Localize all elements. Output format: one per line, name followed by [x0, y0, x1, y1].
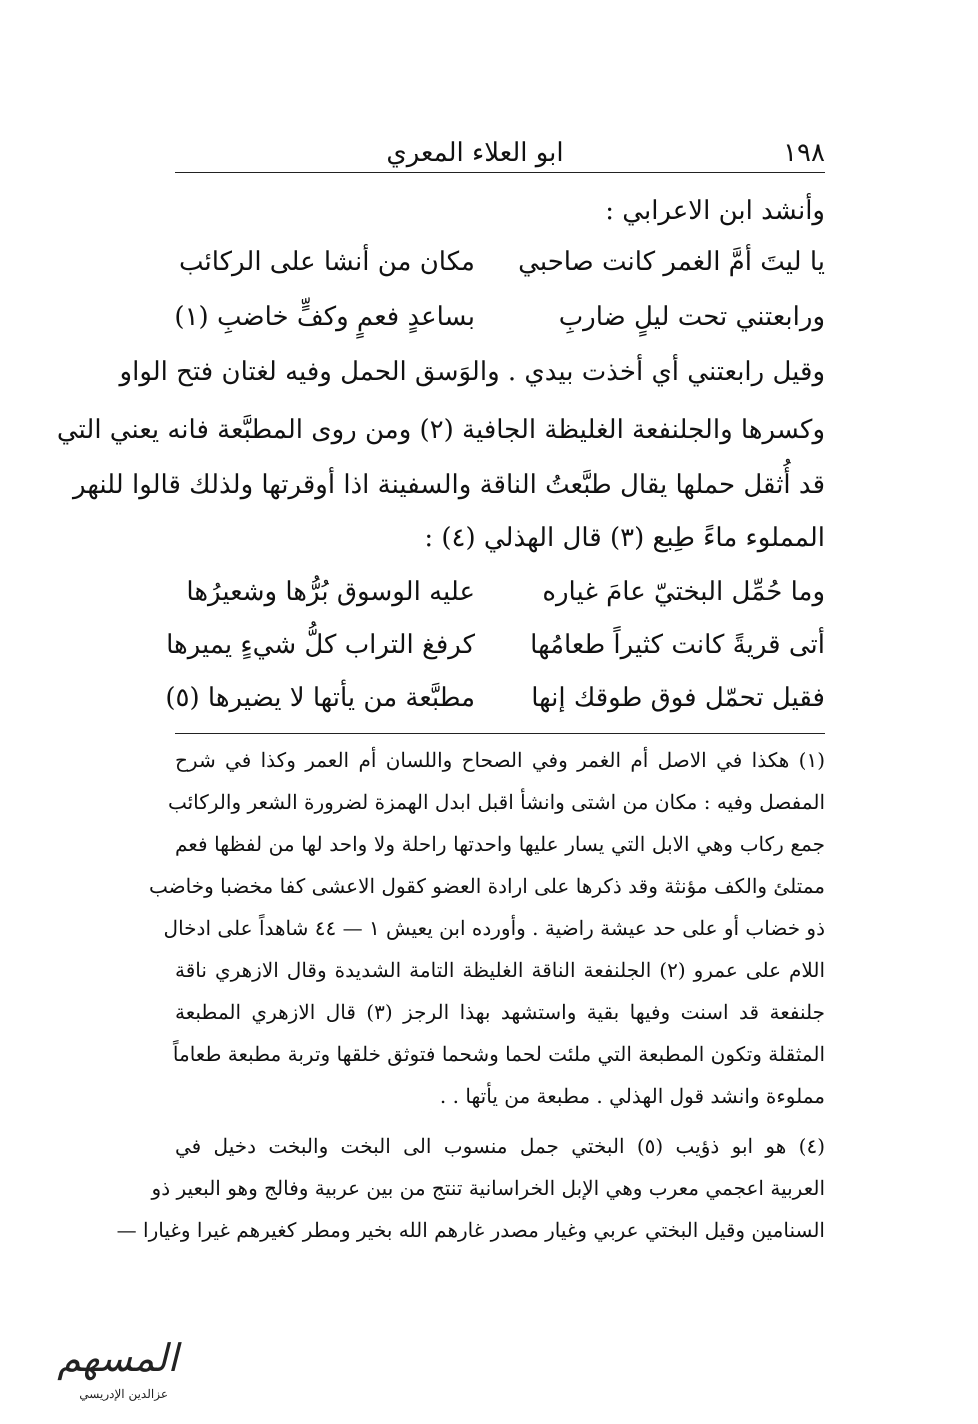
footnote-line: مملوءة وانشد قول الهذلي . مطبعة من يأتها . . — [439, 1084, 825, 1108]
page-number: ١٩٨ — [783, 138, 825, 168]
verse-1-first-hemistich: يا ليتَ أمَّ الغمر كانت صاحبي — [518, 247, 825, 277]
prose-line: المملوء ماءً طِبع (٣) قال الهذلي (٤) : — [424, 523, 825, 553]
footnote-line: العربية اعجمي معرب وهي الإبل الخراسانية تنتج من بين عربية وفالج وهو البعير ذو — [151, 1176, 825, 1200]
running-title: ابو العلاء المعري — [386, 138, 564, 168]
verse-5 — [165, 678, 825, 718]
prose-line: قد أُثقل حملها يقال طبَّعتُ الناقة والسفينة اذا أوقرتها ولذلك قالوا للنهر — [73, 470, 825, 500]
footnote-line: السنامين وقيل البختي عربي وغيار مصدر غارهم الله بخير ومطر كغيرهم غيرا وغيارا — — [116, 1218, 825, 1242]
footnote-line: جلنفعة قد اسنت وفيها بقية واستشهد بهذا الرجز (٣) قال الازهري المطبعة — [175, 1000, 825, 1024]
verse-5-second-hemistich: مطبَّعة من يأتها لا يضيرها (٥) — [165, 683, 475, 713]
footnote-line: (١) هكذا في الاصل أم الغمر وفي الصحاح واللسان أم العمر وكذا في شرح — [175, 748, 825, 772]
footnote-line: جمع ركاب وهي الابل التي يسار عليها واحدتها راحلة ولا واحد لها من لفظها فعم — [175, 832, 825, 856]
verse-4 — [166, 625, 825, 665]
footnote-line: ممتلئ والكف مؤنثة وقد ذكرها على ارادة العضو كقول الاعشى كفا مخضبا وخاضب — [149, 874, 825, 898]
verse-4-second-hemistich: كرفغ التراب كلُّ شيءٍ يميرها — [166, 630, 475, 660]
footnote-line: المفصل وفيه : مكان من اشتى وانشأ اقبل ابدل الهمزة لضرورة الشعر والركائب — [167, 790, 825, 814]
verse-2 — [175, 297, 825, 337]
verse-4-first-hemistich: أتى قريةً كانت كثيراً طعامُها — [530, 630, 825, 660]
verse-2-first-hemistich: ورابعتني تحت ليلٍ ضاربِ — [558, 302, 825, 332]
footnote-line: اللام على عمرو (٢) الجلنفعة الناقة الغليظة التامة الشديدة وقال الازهري ناقة — [175, 958, 825, 982]
library-stamp-logo — [8, 1325, 188, 1415]
verse-1-second-hemistich: مكان من أنشا على الركائب — [178, 247, 475, 277]
footnote-divider — [175, 733, 825, 734]
intro-line: وأنشد ابن الاعرابي : — [605, 196, 825, 226]
prose-line: وكسرها والجلنفعة الغليظة الجافية (٢) ومن روى المطبَّعة فانه يعني التي — [56, 415, 825, 445]
verse-3 — [175, 572, 825, 612]
stamp-subtext: عزالدين الإدريسي — [79, 1387, 168, 1401]
verse-3-first-hemistich: وما حُمِّل البختيّ عامَ غياره — [542, 577, 825, 607]
prose-line: وقيل رابعتني أي أخذت بيدي . والوَسق الحمل وفيه لغتان فتح الواو — [119, 357, 825, 387]
footnote-line: المثقلة وتكون المطبعة التي ملئت لحما وشحما فتوثق خلقها وتربة مطبعة طعاماً — [172, 1042, 825, 1066]
verse-5-first-hemistich: فقيل تحمّل فوق طوقك إنها — [531, 683, 825, 713]
verse-3-second-hemistich: عليه الوسوق بُرُّها وشعيرُها — [186, 577, 475, 607]
verse-2-second-hemistich: بساعدٍ فعمٍ وكفٍّ خاضبِ (١) — [174, 302, 475, 332]
page-header — [175, 136, 825, 173]
footnote-line: (٤) هو ابو ذؤيب (٥) البختي جمل منسوب الى البخت والبخت دخيل في — [175, 1134, 825, 1158]
footnote-line: ذو خضاب أو على حد عيشة راضية . وأورده ابن يعيش ١ — ٤٤ شاهداً على ادخال — [163, 916, 825, 940]
verse-1 — [175, 242, 825, 282]
stamp-text: المسهم — [57, 1336, 178, 1380]
